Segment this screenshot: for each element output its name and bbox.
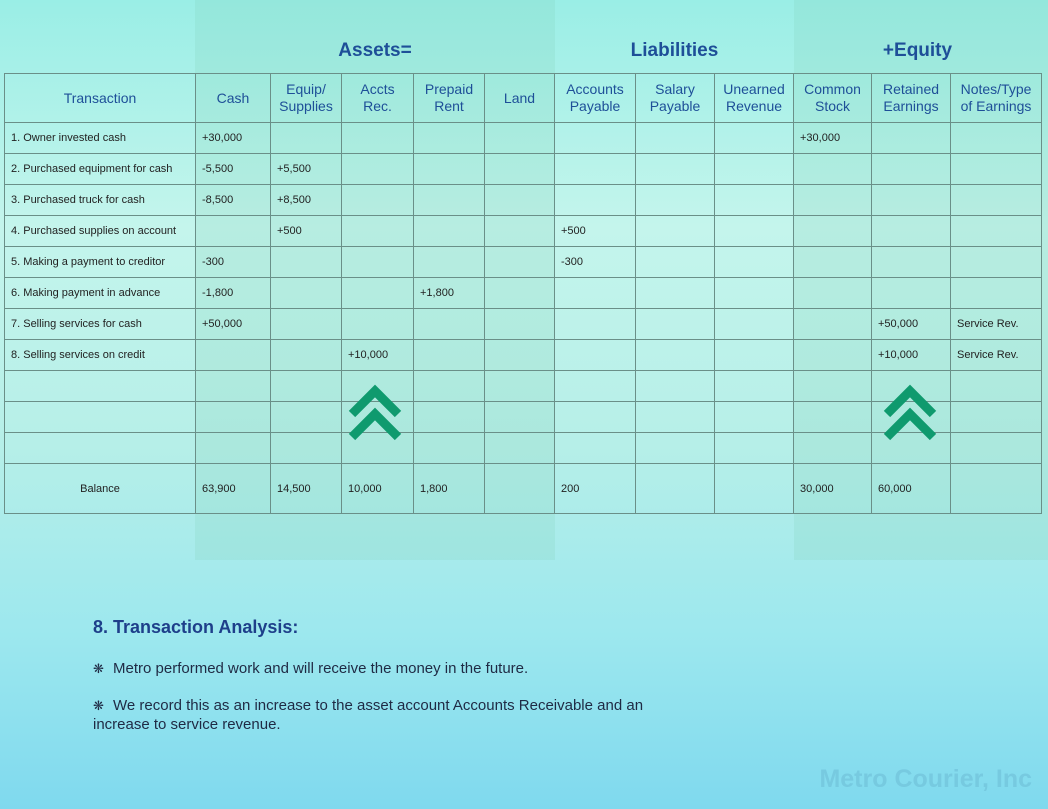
ledger-cell (196, 371, 271, 402)
ledger-cell (951, 402, 1042, 433)
analysis-title: 8. Transaction Analysis: (93, 617, 299, 637)
transaction-description-cell: 8. Selling services on credit (5, 340, 196, 371)
ledger-cell (414, 340, 485, 371)
balance-cell: 60,000 (872, 464, 951, 514)
transaction-description-cell: 2. Purchased equipment for cash (5, 154, 196, 185)
col-header-equip-supplies: Equip/ Supplies (271, 74, 342, 123)
ledger-cell (271, 340, 342, 371)
col-header-notes: Notes/Type of Earnings (951, 74, 1042, 123)
ledger-cell (196, 402, 271, 433)
ledger-cell (715, 123, 794, 154)
ledger-cell (342, 154, 414, 185)
ledger-cell (555, 185, 636, 216)
ledger-cell: -300 (196, 247, 271, 278)
ledger-cell (342, 185, 414, 216)
balance-cell (951, 464, 1042, 514)
company-watermark: Metro Courier, Inc (819, 765, 1032, 793)
ledger-cell (485, 154, 555, 185)
transaction-ledger-table (4, 73, 1042, 514)
col-header-cash: Cash (196, 74, 271, 123)
transaction-description-cell: 6. Making payment in advance (5, 278, 196, 309)
ledger-cell: +5,500 (271, 154, 342, 185)
ledger-cell (951, 278, 1042, 309)
ledger-cell (715, 278, 794, 309)
ledger-cell (414, 154, 485, 185)
ledger-cell (636, 402, 715, 433)
assets-group-heading: Assets= (338, 40, 412, 61)
analysis-bullet-text: We record this as an increase to the asset account Accounts Receivable and an increase to service revenue. (93, 697, 644, 733)
col-header-common-stock: Common Stock (794, 74, 872, 123)
ledger-cell (271, 371, 342, 402)
ledger-cell (872, 185, 951, 216)
ledger-cell (951, 433, 1042, 464)
ledger-cell (636, 185, 715, 216)
ledger-cell (794, 185, 872, 216)
balance-cell: 63,900 (196, 464, 271, 514)
bullet-star-icon: ❋ (93, 661, 104, 676)
ledger-cell (715, 154, 794, 185)
ledger-cell (485, 340, 555, 371)
col-header-retained-earnings: Retained Earnings (872, 74, 951, 123)
analysis-bullet-text: Metro performed work and will receive the money in the future. (113, 660, 529, 677)
ledger-cell: +1,800 (414, 278, 485, 309)
accts-rec-increase-icon (346, 381, 404, 441)
transaction-description-cell: 5. Making a payment to creditor (5, 247, 196, 278)
ledger-cell (951, 154, 1042, 185)
transaction-row (5, 340, 1042, 371)
ledger-cell (485, 278, 555, 309)
analysis-bullet (93, 696, 693, 734)
ledger-cell: -8,500 (196, 185, 271, 216)
ledger-cell: -5,500 (196, 154, 271, 185)
ledger-cell (271, 402, 342, 433)
transaction-description-cell: 7. Selling services for cash (5, 309, 196, 340)
bullet-star-icon: ❋ (93, 698, 104, 713)
ledger-cell: +500 (271, 216, 342, 247)
ledger-cell (715, 185, 794, 216)
ledger-cell (485, 309, 555, 340)
ledger-cell (414, 216, 485, 247)
ledger-cell (485, 402, 555, 433)
ledger-cell (414, 247, 485, 278)
col-header-accounts-payable: Accounts Payable (555, 74, 636, 123)
ledger-cell: +10,000 (872, 340, 951, 371)
ledger-cell: +8,500 (271, 185, 342, 216)
balance-label: Balance (5, 464, 196, 514)
ledger-cell (715, 216, 794, 247)
header-row (5, 74, 1042, 123)
col-header-land: Land (485, 74, 555, 123)
col-header-unearned-revenue: Unearned Revenue (715, 74, 794, 123)
ledger-cell (485, 371, 555, 402)
ledger-cell (271, 247, 342, 278)
ledger-cell (414, 371, 485, 402)
ledger-cell (555, 402, 636, 433)
balance-cell: 1,800 (414, 464, 485, 514)
ledger-cell (636, 154, 715, 185)
transaction-row (5, 185, 1042, 216)
ledger-cell (794, 402, 872, 433)
ledger-cell (872, 278, 951, 309)
transaction-row (5, 247, 1042, 278)
transaction-row (5, 123, 1042, 154)
ledger-cell (715, 340, 794, 371)
ledger-cell (485, 216, 555, 247)
ledger-cell: +500 (555, 216, 636, 247)
analysis-bullet (93, 659, 693, 678)
ledger-cell (951, 185, 1042, 216)
ledger-cell (342, 123, 414, 154)
ledger-cell (715, 402, 794, 433)
balance-cell: 10,000 (342, 464, 414, 514)
ledger-cell (636, 371, 715, 402)
balance-cell: 200 (555, 464, 636, 514)
balance-row (5, 464, 1042, 514)
ledger-cell (485, 123, 555, 154)
ledger-cell (271, 309, 342, 340)
ledger-cell (414, 433, 485, 464)
transaction-row (5, 154, 1042, 185)
ledger-cell: Service Rev. (951, 340, 1042, 371)
ledger-cell (636, 340, 715, 371)
ledger-cell (271, 278, 342, 309)
ledger-cell (794, 216, 872, 247)
ledger-cell (271, 123, 342, 154)
ledger-cell (414, 309, 485, 340)
ledger-cell: Service Rev. (951, 309, 1042, 340)
transaction-description-cell: 4. Purchased supplies on account (5, 216, 196, 247)
col-header-salary-payable: Salary Payable (636, 74, 715, 123)
ledger-cell (872, 247, 951, 278)
ledger-cell (555, 309, 636, 340)
ledger-cell (794, 247, 872, 278)
ledger-cell (715, 433, 794, 464)
ledger-cell (485, 433, 555, 464)
ledger-cell (636, 216, 715, 247)
balance-cell (715, 464, 794, 514)
ledger-cell (715, 247, 794, 278)
ledger-cell: +10,000 (342, 340, 414, 371)
balance-cell (636, 464, 715, 514)
transaction-description-cell (5, 402, 196, 433)
ledger-cell: +30,000 (794, 123, 872, 154)
ledger-cell (555, 278, 636, 309)
ledger-cell (555, 123, 636, 154)
ledger-cell (271, 433, 342, 464)
ledger-cell (196, 433, 271, 464)
transaction-description-cell: 3. Purchased truck for cash (5, 185, 196, 216)
ledger-cell (342, 247, 414, 278)
ledger-cell: +50,000 (872, 309, 951, 340)
transaction-row (5, 216, 1042, 247)
ledger-cell: +50,000 (196, 309, 271, 340)
ledger-cell (636, 123, 715, 154)
ledger-cell (485, 185, 555, 216)
liabilities-group-heading: Liabilities (630, 40, 719, 61)
retained-earnings-increase-icon (881, 381, 939, 441)
ledger-cell (872, 216, 951, 247)
ledger-cell (951, 123, 1042, 154)
transaction-row (5, 278, 1042, 309)
ledger-cell (794, 309, 872, 340)
equity-group-heading: +Equity (882, 40, 953, 61)
balance-cell: 14,500 (271, 464, 342, 514)
ledger-cell (636, 433, 715, 464)
ledger-cell (555, 433, 636, 464)
ledger-cell (951, 247, 1042, 278)
transaction-description-cell (5, 371, 196, 402)
ledger-cell (414, 185, 485, 216)
ledger-cell (196, 216, 271, 247)
ledger-cell (794, 371, 872, 402)
col-header-prepaid-rent: Prepaid Rent (414, 74, 485, 123)
ledger-cell (414, 123, 485, 154)
ledger-cell (951, 371, 1042, 402)
ledger-cell (872, 154, 951, 185)
ledger-cell (555, 371, 636, 402)
col-header-accts-rec: Accts Rec. (342, 74, 414, 123)
ledger-cell (342, 309, 414, 340)
ledger-cell (951, 216, 1042, 247)
ledger-cell (342, 278, 414, 309)
ledger-cell (196, 340, 271, 371)
ledger-cell (342, 216, 414, 247)
ledger-cell (636, 247, 715, 278)
transaction-row (5, 309, 1042, 340)
transaction-description-cell: 1. Owner invested cash (5, 123, 196, 154)
ledger-cell (794, 340, 872, 371)
ledger-cell (794, 278, 872, 309)
ledger-cell (872, 123, 951, 154)
ledger-cell: -300 (555, 247, 636, 278)
ledger-cell (636, 309, 715, 340)
ledger-cell (715, 371, 794, 402)
ledger-cell (794, 433, 872, 464)
col-header-transaction: Transaction (5, 74, 196, 123)
ledger-cell (715, 309, 794, 340)
ledger-cell (794, 154, 872, 185)
ledger-cell: -1,800 (196, 278, 271, 309)
balance-cell: 30,000 (794, 464, 872, 514)
ledger-cell (414, 402, 485, 433)
ledger-cell (636, 278, 715, 309)
ledger-cell (555, 340, 636, 371)
ledger-cell (485, 247, 555, 278)
balance-cell (485, 464, 555, 514)
ledger-cell: +30,000 (196, 123, 271, 154)
transaction-description-cell (5, 433, 196, 464)
ledger-cell (555, 154, 636, 185)
